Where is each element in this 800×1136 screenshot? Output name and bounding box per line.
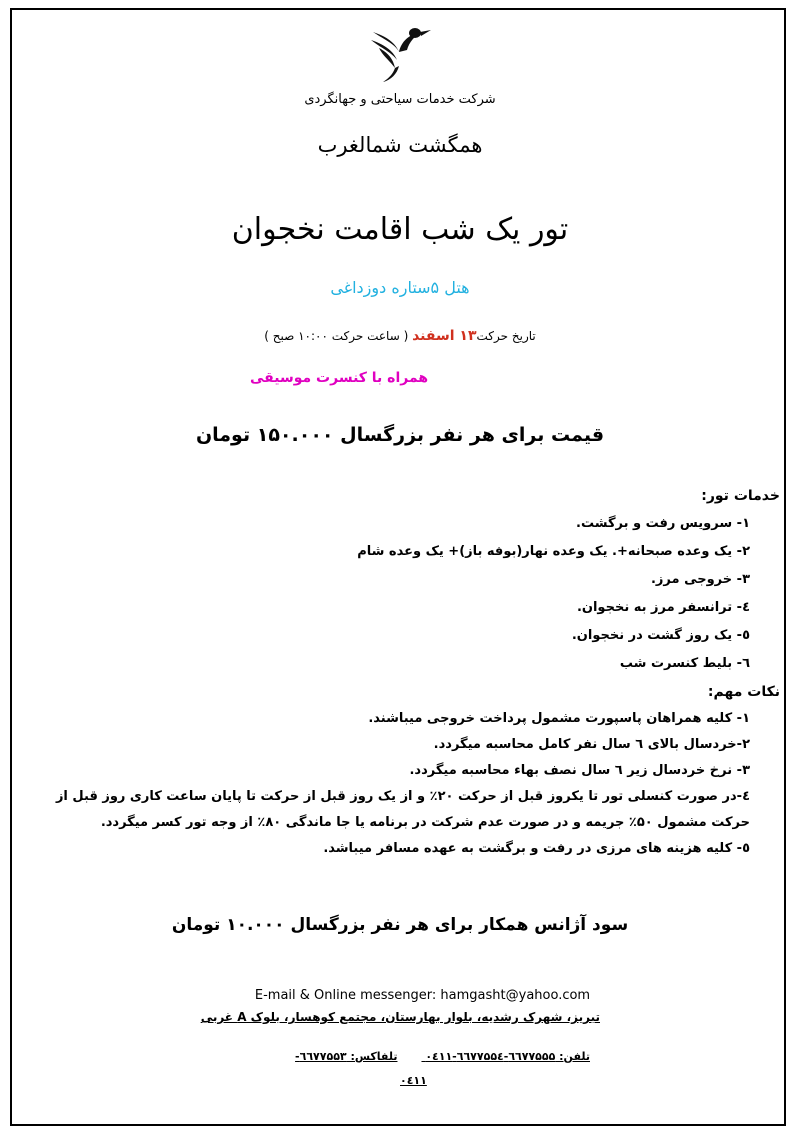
- note-item: ٥- کلیه هزینه های مرزی در رفت و برگشت به عهده مسافر میباشد.: [323, 841, 750, 856]
- note-item: ۱- کلیه همراهان پاسپورت مشمول پرداخت خروجی میباشند.: [368, 711, 750, 726]
- notes-section: [20, 684, 780, 862]
- tour-title: تور یک شب اقامت نخجوان: [231, 212, 569, 247]
- note-item: ۳- نرخ خردسال زیر ٦ سال نصف بهاء محاسبه میگردد.: [409, 763, 750, 778]
- service-item: ٦- بلیط کنسرت شب: [619, 656, 750, 671]
- departure-date: [0, 328, 800, 344]
- note-item: ٤-در صورت کنسلی تور تا یکروز قبل از حرکت ۲۰٪ و از یک روز قبل از حرکت تا پایان ساعت کاری روز قبل از حرکت مشمول ۵۰٪ جریمه و در صورت عدم شرکت در برنامه یا جا ماندگی ۸۰٪ از وجه تور کسر میگردد.: [55, 789, 750, 830]
- date-prefix: تاریخ حرکت: [476, 329, 536, 343]
- hotel-name: هتل ۵ستاره دوزداغی: [330, 278, 470, 297]
- concert-note: همراه با کنسرت موسیقی: [250, 370, 429, 386]
- phone-numbers: تلفن: ٦٦۷۷۵۵۵-٦٦۷۷۵۵٤-۰٤۱۱: [425, 1050, 590, 1063]
- bird-logo-icon: [365, 22, 435, 84]
- date-suffix: ( ساعت حرکت ۱۰:۰۰ صبح ): [264, 329, 409, 343]
- contact-address: تبریز، شهرک رشدیه، بلوار بهارستان، مجتمع کوهسار، بلوک A غربی: [200, 1010, 600, 1024]
- brand-name: همگشت شمالغرب: [317, 133, 483, 157]
- adult-price: قیمت برای هر نفر بزرگسال ۱۵۰.۰۰۰ تومان: [195, 424, 605, 446]
- contact-phones: [170, 1050, 590, 1063]
- company-name: شرکت خدمات سیاحتی و جهانگردی: [304, 92, 496, 107]
- date-highlight: ۱۳ اسفند: [412, 328, 477, 344]
- contact-email: E-mail & Online messenger: hamgasht@yahoo.com: [254, 988, 591, 1003]
- fax-area-code: ۰٤۱۱: [400, 1074, 427, 1087]
- service-item: ۳- خروجی مرز.: [650, 572, 750, 587]
- service-item: ۲- یک وعده صبحانه+. یک وعده نهار(بوفه باز)+ یک وعده شام: [357, 544, 750, 559]
- notes-heading: نکات مهم:: [707, 684, 780, 700]
- services-heading: خدمات تور:: [701, 488, 780, 504]
- service-item: ۱- سرویس رفت و برگشت.: [576, 516, 750, 531]
- service-item: ٥- یک روز گشت در نخجوان.: [571, 628, 750, 643]
- fax-number: تلفاکس: ٦٦۷۷۵۵۳-: [295, 1050, 398, 1063]
- services-section: [20, 488, 780, 678]
- agency-profit: سود آژانس همکار برای هر نفر بزرگسال ۱۰.۰۰۰ تومان: [171, 915, 629, 935]
- service-item: ٤- ترانسفر مرز به نخجوان.: [576, 600, 750, 615]
- note-item: ۲-خردسال بالای ٦ سال نفر کامل محاسبه میگردد.: [433, 737, 750, 752]
